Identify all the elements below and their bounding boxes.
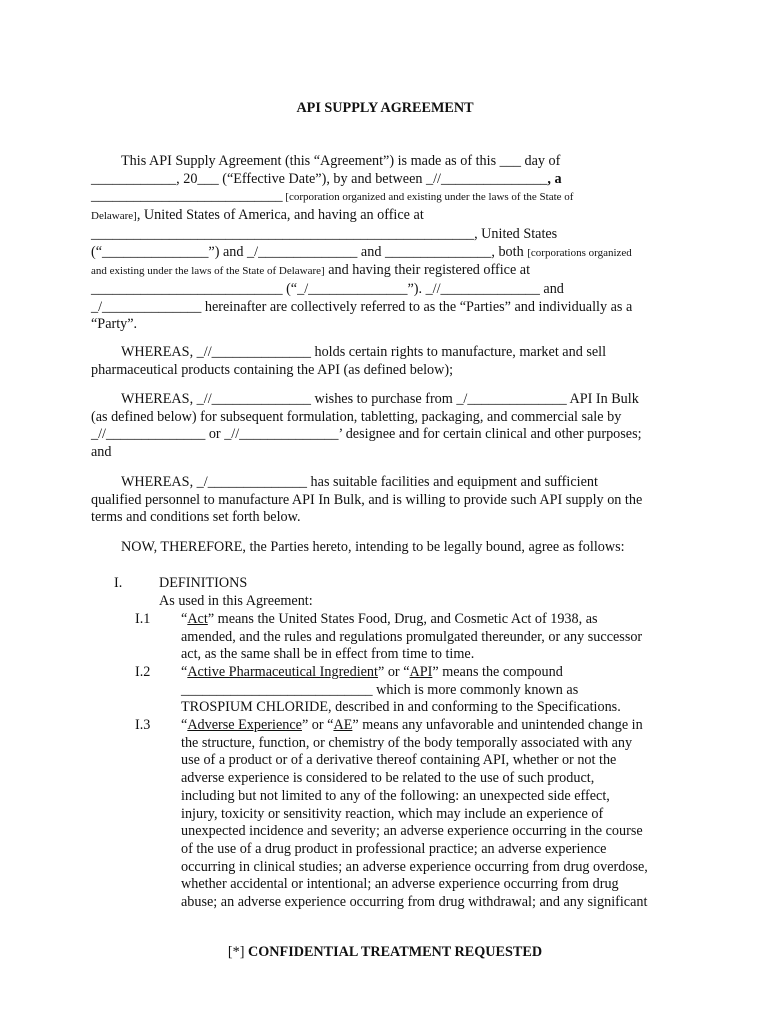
- definition-line: use of a product or of a derivative thereof containing API, whether or not the: [181, 752, 617, 769]
- definition-line: “Adverse Experience” or “AE” means any unfavorable and unintended change in: [181, 717, 643, 733]
- preamble-line-4: Delaware], United States of America, and having an office at: [91, 207, 424, 224]
- preamble: [91, 153, 679, 334]
- definition-text: [181, 611, 679, 664]
- whereas-1-line-2: pharmaceutical products containing the API (as defined below);: [91, 361, 454, 378]
- definition-line: adverse experience is considered to be related to the use of such product,: [181, 770, 595, 787]
- preamble-line-7: and existing under the laws of the State of Delaware] and having their registered office at: [91, 262, 531, 279]
- defined-term: API: [409, 664, 433, 680]
- definition-number: I.3: [135, 717, 151, 733]
- definition-line: “Active Pharmaceutical Ingredient” or “API” means the compound: [181, 664, 563, 680]
- footer-marker: [*]: [227, 944, 245, 960]
- defined-term: Adverse Experience: [187, 717, 302, 733]
- section-heading: [114, 575, 247, 593]
- definition-line: “Act” means the United States Food, Drug, and Cosmetic Act of 1938, as: [181, 611, 598, 627]
- whereas-3-line-2: qualified personnel to manufacture API In Bulk, and is willing to provide such API supply on the: [91, 491, 643, 508]
- definition-line: injury, toxicity or sensitivity reaction, which may include an experience of: [181, 805, 604, 822]
- preamble-line-2: ____________, 20___ (“Effective Date”), by and between _//_______________, a: [91, 170, 562, 187]
- whereas-clause-2: [91, 391, 679, 462]
- definition-line: ___________________________ which is more commonly known as: [181, 681, 579, 698]
- definition-line: act, as the same shall be in effect from time to time.: [181, 646, 475, 663]
- preamble-line-6: (“_______________”) and _/______________ and _______________, both [corporations organized: [91, 243, 632, 260]
- defined-term: Active Pharmaceutical Ingredient: [187, 664, 378, 680]
- defined-term: Act: [187, 611, 208, 627]
- section-intro: As used in this Agreement:: [159, 593, 313, 609]
- preamble-line-8: ___________________________ (“_/______________”). _//______________ and: [91, 280, 564, 297]
- definition-number: I.1: [135, 611, 151, 627]
- preamble-line-5: ______________________________________________________, United States: [91, 225, 558, 242]
- preamble-line-10: “Party”.: [91, 316, 138, 333]
- document-title: API SUPPLY AGREEMENT: [296, 100, 474, 116]
- whereas-2-line-3: _//______________ or _//______________’ designee and for certain clinical and other purposes;: [91, 426, 642, 443]
- preamble-line-3: ___________________________ [corporation organized and existing under the laws of the State of: [91, 188, 574, 205]
- whereas-clause-3: [91, 474, 679, 527]
- whereas-clause-1: [91, 344, 679, 379]
- definition-number: I.2: [135, 664, 151, 680]
- whereas-2-line-2: (as defined below) for subsequent formulation, tabletting, packaging, and commercial sale by: [91, 408, 622, 425]
- definition-line: the structure, function, or chemistry of the body temporally associated with any: [181, 734, 633, 751]
- definition-line: unexpected incidence and severity; an adverse experience occurring in the course: [181, 823, 643, 840]
- now-therefore-clause: NOW, THEREFORE, the Parties hereto, intending to be legally bound, agree as follows:: [121, 539, 625, 555]
- section-title: DEFINITIONS: [159, 575, 248, 591]
- definition-line: including but not limited to any of the following: an unexpected side effect,: [181, 787, 610, 804]
- definition-line: abuse; an adverse experience occurring from drug withdrawal; and any significant: [181, 894, 648, 911]
- confidential-footer: [0, 944, 770, 962]
- definition-line: occurring in clinical studies; an adverse experience occurring from drug overdose,: [181, 858, 648, 875]
- definition-line: whether accidental or intentional; an adverse experience occurring from drug: [181, 876, 619, 893]
- whereas-1-line-1: WHEREAS, _//______________ holds certain rights to manufacture, market and sell: [121, 344, 607, 360]
- footer-text: CONFIDENTIAL TREATMENT REQUESTED: [248, 944, 543, 960]
- preamble-line-1: This API Supply Agreement (this “Agreement”) is made as of this ___ day of: [121, 153, 561, 169]
- defined-term: AE: [333, 717, 353, 733]
- whereas-2-line-4: and: [91, 444, 112, 461]
- definition-line: of the use of a drug product in professional practice; an adverse experience: [181, 840, 607, 857]
- whereas-2-line-1: WHEREAS, _//______________ wishes to purchase from _/______________ API In Bulk: [121, 391, 639, 407]
- preamble-line-9: _/______________ hereinafter are collectively referred to as the “Parties” and individually as a: [91, 298, 633, 315]
- whereas-3-line-1: WHEREAS, _/______________ has suitable facilities and equipment and sufficient: [121, 474, 598, 490]
- definition-text: [181, 664, 679, 717]
- whereas-3-line-3: terms and conditions set forth below.: [91, 509, 301, 526]
- section-number: I.: [114, 575, 123, 591]
- definition-line: amended, and the rules and regulations promulgated thereunder, or any successor: [181, 628, 643, 645]
- definition-line: TROSPIUM CHLORIDE, described in and conforming to the Specifications.: [181, 699, 621, 716]
- definition-text: [181, 717, 679, 912]
